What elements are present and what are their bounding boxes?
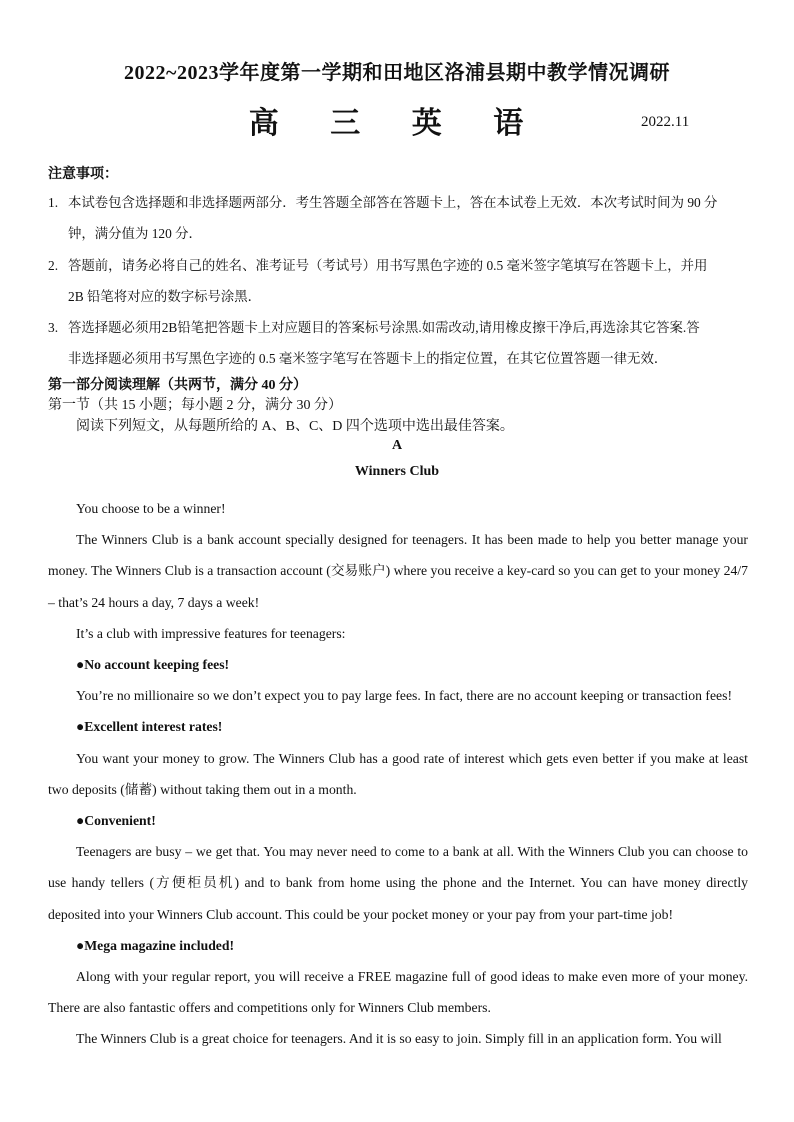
passage-paragraph: Along with your regular report, you will receive a FREE magazine full of good ideas to make even more of your money. There are also fantastic offers and competitions only for Winners Club members.: [48, 969, 748, 1016]
feature-heading: ●No account keeping fees!: [76, 657, 230, 673]
section-title: 第一部分阅读理解（共两节，满分 40 分）: [48, 378, 307, 393]
exam-date: 2022.11: [641, 114, 690, 130]
notice-item-text-continued: 2B 铅笔将对应的数字标号涂黑．: [68, 289, 262, 304]
passage-paragraph: Teenagers are busy – we get that. You may never need to come to a bank at all. With the Winners Club you can choose to use handy tellers (方便柜员机) and to bank from home using the phone and the Internet. You can have money directly deposited into your Winners Club account. This could be your pocket money or your pay from your part-time job!: [48, 844, 748, 922]
subject-title: 高 三 英 语: [248, 107, 546, 140]
passage-paragraph: The Winners Club is a bank account specially designed for teenagers. It has been made to help you better manage your money. The Winners Club is a transaction account (交易账户) where you receive a key-card so you can get to your money 24/7 – that’s 24 hours a day, 7 days a week!: [48, 532, 748, 610]
passage-paragraph: You want your money to grow. The Winners Club has a good rate of interest which gets even better if you make at least two deposits (储蓄) without taking them out in a month.: [48, 750, 748, 797]
passage-body: [48, 493, 748, 1055]
passage-paragraph: You choose to be a winner!: [76, 501, 226, 516]
notice-item-number: 2.: [48, 258, 59, 273]
notice-item: [48, 250, 750, 312]
exam-title: 2022~2023学年度第一学期和田地区洛浦县期中教学情况调研: [124, 62, 670, 84]
notice-item: [48, 312, 750, 374]
notice-heading: 注意事项：: [48, 167, 118, 182]
section-instruction: 阅读下列短文，从每题所给的 A、B、C、D 四个选项中选出最佳答案。: [76, 419, 514, 434]
notice-item-number: 1.: [48, 195, 59, 210]
passage-title: Winners Club: [354, 464, 440, 479]
passage-letter: A: [391, 438, 403, 453]
feature-heading: ●Mega magazine included!: [76, 937, 235, 953]
passage-paragraph: You’re no millionaire so we don’t expect you to pay large fees. In fact, there are no account keeping or transaction fees!: [76, 688, 733, 704]
notice-item: [48, 187, 750, 249]
notice-item-text: 答题前，请务必将自己的姓名、准考证号（考试号）用书写黑色字迹的 0.5 毫米签字笔填写在答题卡上，并用: [68, 258, 708, 273]
notice-item-text: 本试卷包含选择题和非选择题两部分．考生答题全部答在答题卡上，答在本试卷上无效．本次考试时间为 90 分: [68, 195, 718, 210]
feature-heading: ●Excellent interest rates!: [76, 719, 223, 735]
feature-heading: ●Convenient!: [76, 813, 156, 829]
notice-item-number: 3.: [48, 320, 59, 335]
notice-item-text-continued: 钟，满分值为 120 分．: [68, 226, 202, 241]
passage-paragraph: The Winners Club is a great choice for teenagers. And it is so easy to join. Simply fill in an application form. You will: [76, 1031, 722, 1047]
section-subtitle: 第一节（共 15 小题；每小题 2 分，满分 30 分）: [48, 398, 342, 413]
notice-item-text-continued: 非选择题必须用书写黑色字迹的 0.5 毫米签字笔写在答题卡上的指定位置，在其它位置答题一律无效．: [68, 351, 668, 366]
passage-paragraph: It’s a club with impressive features for teenagers:: [76, 625, 346, 641]
notice-item-text: 答选择题必须用2B铅笔把答题卡上对应题目的答案标号涂黑.如需改动,请用橡皮擦干净后,再选涂其它答案.答: [68, 320, 700, 335]
